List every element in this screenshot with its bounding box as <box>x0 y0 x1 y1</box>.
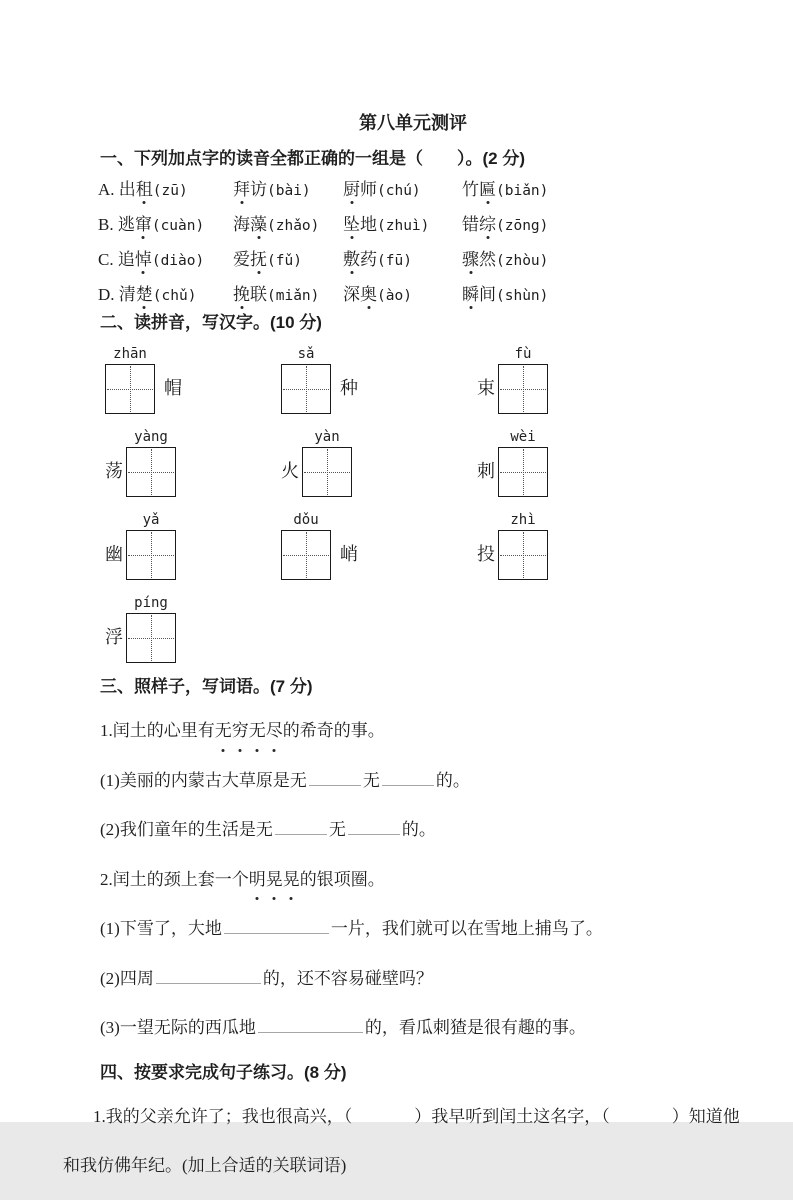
tian-grid-box[interactable] <box>498 364 548 414</box>
option-word-cell <box>98 210 233 235</box>
option-word-cell <box>233 280 343 305</box>
question-line: (3)一望无际的西瓜地 的，看瓜刺猹是很有趣的事。 <box>100 1018 586 1037</box>
emphasized-character: 楚 <box>136 280 153 305</box>
question-line: 1.闰土的心里有无穷无尽的希奇的事。 <box>100 715 763 748</box>
answer-blank[interactable] <box>224 931 329 934</box>
answer-blank[interactable] <box>258 1030 363 1033</box>
tian-grid-box[interactable] <box>281 530 331 580</box>
emphasized-character: 拜 <box>233 175 250 200</box>
dotted-word: 爱抚(fǔ) <box>233 250 302 269</box>
emphasized-character: 无 <box>249 715 266 748</box>
pinyin-annotation: (fǔ) <box>267 253 302 269</box>
section-one-heading: 一、下列加点字的读音全都正确的一组是（ ）。(2 分) <box>100 149 525 168</box>
emphasized-character: 穷 <box>232 715 249 748</box>
option-label: A. <box>98 180 119 199</box>
given-character: 峭 <box>340 544 358 564</box>
pinyin-box-column <box>105 345 155 414</box>
emphasized-character: 窜 <box>135 210 152 235</box>
given-character: 幽 <box>105 544 123 564</box>
grid-cell <box>281 345 358 414</box>
question-line: 1.我的父亲允许了；我也很高兴，（ ）我早听到闰土这名字，（ ）知道他 <box>93 1106 740 1126</box>
pinyin-label: fù <box>514 346 532 362</box>
dotted-word: 出租(zū) <box>119 180 188 199</box>
grid-cell <box>477 428 548 497</box>
dotted-word: 海藻(zhǎo) <box>233 215 319 234</box>
option-word-cell <box>343 280 462 305</box>
emphasized-character: 尽 <box>266 715 283 748</box>
question-line: 和我仿佛年纪。(加上合适的关联词语) <box>63 1156 347 1175</box>
page-content <box>63 112 763 1200</box>
grid-row <box>63 510 763 580</box>
emphasized-character: 匾 <box>479 175 496 200</box>
grid-row <box>63 427 763 497</box>
pinyin-annotation: (zhǎo) <box>267 218 320 234</box>
pinyin-annotation: (ào) <box>377 288 412 304</box>
grid-cell <box>105 345 182 414</box>
emphasized-character: 抚 <box>250 245 267 270</box>
dotted-word: 错综(zōng) <box>462 215 548 234</box>
pinyin-label: yàng <box>134 429 168 445</box>
option-word-cell <box>462 280 763 305</box>
pronunciation-option-row <box>98 205 763 240</box>
option-label: C. <box>98 250 118 269</box>
pinyin-annotation: (zōng) <box>496 218 549 234</box>
emphasized-character: 奥 <box>360 280 377 305</box>
grid-cell <box>105 594 176 663</box>
pinyin-label: yàn <box>314 429 340 445</box>
tian-grid-box[interactable] <box>498 530 548 580</box>
pinyin-annotation: (chú) <box>377 183 421 199</box>
option-word-cell <box>462 245 763 270</box>
dotted-word: 厨师(chú) <box>343 180 421 199</box>
pinyin-annotation: (chǔ) <box>152 288 197 304</box>
grid-cell <box>281 511 358 580</box>
emphasized-character: 敷 <box>343 245 360 270</box>
emphasized-character: 租 <box>136 175 153 200</box>
grid-row <box>63 344 763 414</box>
emphasized-character: 悼 <box>135 245 152 270</box>
dotted-word: 追悼(diào) <box>118 250 204 269</box>
given-character: 浮 <box>105 627 123 647</box>
pinyin-label: zhān <box>113 346 147 362</box>
emphasized-character: 无 <box>215 715 232 748</box>
dotted-word: 深奥(ào) <box>343 285 412 304</box>
pinyin-box-column <box>281 345 331 414</box>
emphasized-character: 挽 <box>233 280 250 305</box>
given-character: 刺 <box>477 461 495 481</box>
pinyin-annotation: (bài) <box>267 183 311 199</box>
question-line: (1)美丽的内蒙古大草原是无 无 的。 <box>100 770 470 790</box>
grid-row <box>63 593 763 663</box>
bracket-blank[interactable] <box>352 1120 414 1122</box>
option-label: D. <box>98 285 119 304</box>
emphasized-character: 晃 <box>283 864 300 897</box>
section-three-heading: 三、照样子，写词语。(7 分) <box>100 677 313 696</box>
tian-grid-box[interactable] <box>126 613 176 663</box>
pinyin-annotation: (diào) <box>151 253 205 269</box>
option-word-cell <box>233 175 343 200</box>
pronunciation-option-row <box>98 170 763 205</box>
section-three-lines <box>63 715 763 1045</box>
grid-cell <box>477 511 548 580</box>
dotted-word: 敷药(fū) <box>343 250 412 269</box>
pronunciation-option-row <box>98 240 763 275</box>
pinyin-annotation: (fū) <box>377 253 412 269</box>
pinyin-annotation: (biǎn) <box>496 183 549 199</box>
pinyin-label: dǒu <box>293 512 319 528</box>
pinyin-box-column <box>126 511 176 580</box>
dotted-word: 瞬间(shùn) <box>462 285 548 304</box>
pinyin-annotation: (zhòu) <box>496 253 549 269</box>
question-line: 2.闰土的颈上套一个明晃晃的银项圈。 <box>100 864 763 897</box>
emphasized-character: 晃 <box>266 864 283 897</box>
option-word-cell <box>462 175 763 200</box>
pinyin-annotation: (zū) <box>152 183 188 199</box>
page-title: 第八单元测评 <box>359 113 467 133</box>
tian-grid-box[interactable] <box>126 530 176 580</box>
grid-cell <box>477 345 548 414</box>
pinyin-label: yǎ <box>142 512 160 528</box>
dotted-word: 逃窜(cuàn) <box>118 215 204 234</box>
dotted-word: 清楚(chǔ) <box>119 285 197 304</box>
question-line: (2)我们童年的生活是无 无 的。 <box>100 820 436 839</box>
section-four-lines <box>63 1101 763 1183</box>
option-word-cell <box>98 175 233 200</box>
option-word-cell <box>343 210 462 235</box>
answer-blank[interactable] <box>309 783 361 786</box>
given-character: 投 <box>477 544 495 564</box>
tian-grid-box[interactable] <box>281 364 331 414</box>
given-character: 帽 <box>164 378 182 398</box>
dotted-word: 竹匾(biǎn) <box>462 180 548 199</box>
answer-blank[interactable] <box>382 783 434 786</box>
option-label: B. <box>98 215 118 234</box>
option-word-cell <box>233 245 343 270</box>
pinyin-label: wèi <box>510 429 536 445</box>
tian-grid-box[interactable] <box>498 447 548 497</box>
option-word-cell <box>462 210 763 235</box>
tian-grid-box[interactable] <box>302 447 352 497</box>
pinyin-box-column <box>281 511 331 580</box>
bracket-blank[interactable] <box>610 1120 672 1122</box>
dotted-word: 挽联(miǎn) <box>233 285 319 304</box>
emphasized-character: 藻 <box>250 210 267 235</box>
section-four-heading: 四、按要求完成句子练习。(8 分) <box>100 1062 347 1082</box>
emphasized-character: 厨 <box>343 175 360 200</box>
section-two-heading: 二、读拼音，写汉字。(10 分) <box>100 313 322 332</box>
emphasized-character: 综 <box>479 210 496 235</box>
option-word-cell <box>98 245 233 270</box>
tian-grid-box[interactable] <box>105 364 155 414</box>
pinyin-box-column <box>498 511 548 580</box>
pinyin-label: píng <box>134 595 168 611</box>
given-character: 荡 <box>105 461 123 481</box>
pinyin-label: sǎ <box>297 346 315 362</box>
pinyin-box-column <box>126 594 176 663</box>
option-word-cell <box>343 175 462 200</box>
given-character: 火 <box>281 461 299 481</box>
answer-blank[interactable] <box>275 832 327 835</box>
emphasized-character: 骤 <box>462 245 479 270</box>
grid-cell <box>281 428 352 497</box>
pinyin-annotation: (miǎn) <box>267 288 320 304</box>
tian-grid-box[interactable] <box>126 447 176 497</box>
given-character: 束 <box>477 378 495 398</box>
emphasized-character: 瞬 <box>462 280 479 305</box>
emphasized-character: 坠 <box>343 210 360 235</box>
option-word-cell <box>343 245 462 270</box>
grid-cell <box>105 428 176 497</box>
option-word-cell <box>233 210 343 235</box>
pinyin-annotation: (shùn) <box>496 288 549 304</box>
pinyin-box-column <box>126 428 176 497</box>
pronunciation-option-row <box>98 275 763 310</box>
pinyin-box-column <box>498 345 548 414</box>
pinyin-label: zhì <box>510 512 536 528</box>
question-line: (1)下雪了，大地 一片，我们就可以在雪地上捕鸟了。 <box>100 919 603 938</box>
grid-cell <box>105 511 176 580</box>
question-line: (2)四周 的，还不容易碰壁吗？ <box>100 968 433 988</box>
pinyin-box-column <box>302 428 352 497</box>
dotted-word: 拜访(bài) <box>233 180 311 199</box>
dotted-word: 骤然(zhòu) <box>462 250 548 269</box>
section-one-options <box>63 170 763 310</box>
pinyin-box-column <box>498 428 548 497</box>
option-word-cell <box>98 280 233 305</box>
given-character: 种 <box>340 378 358 398</box>
emphasized-character: 明 <box>249 864 266 897</box>
answer-blank[interactable] <box>156 981 261 984</box>
dotted-word: 坠地(zhuì) <box>343 215 429 234</box>
pinyin-annotation: (zhuì) <box>377 218 430 234</box>
pinyin-annotation: (cuàn) <box>151 218 205 234</box>
pinyin-writing-grid <box>63 344 763 663</box>
answer-blank[interactable] <box>348 832 400 835</box>
